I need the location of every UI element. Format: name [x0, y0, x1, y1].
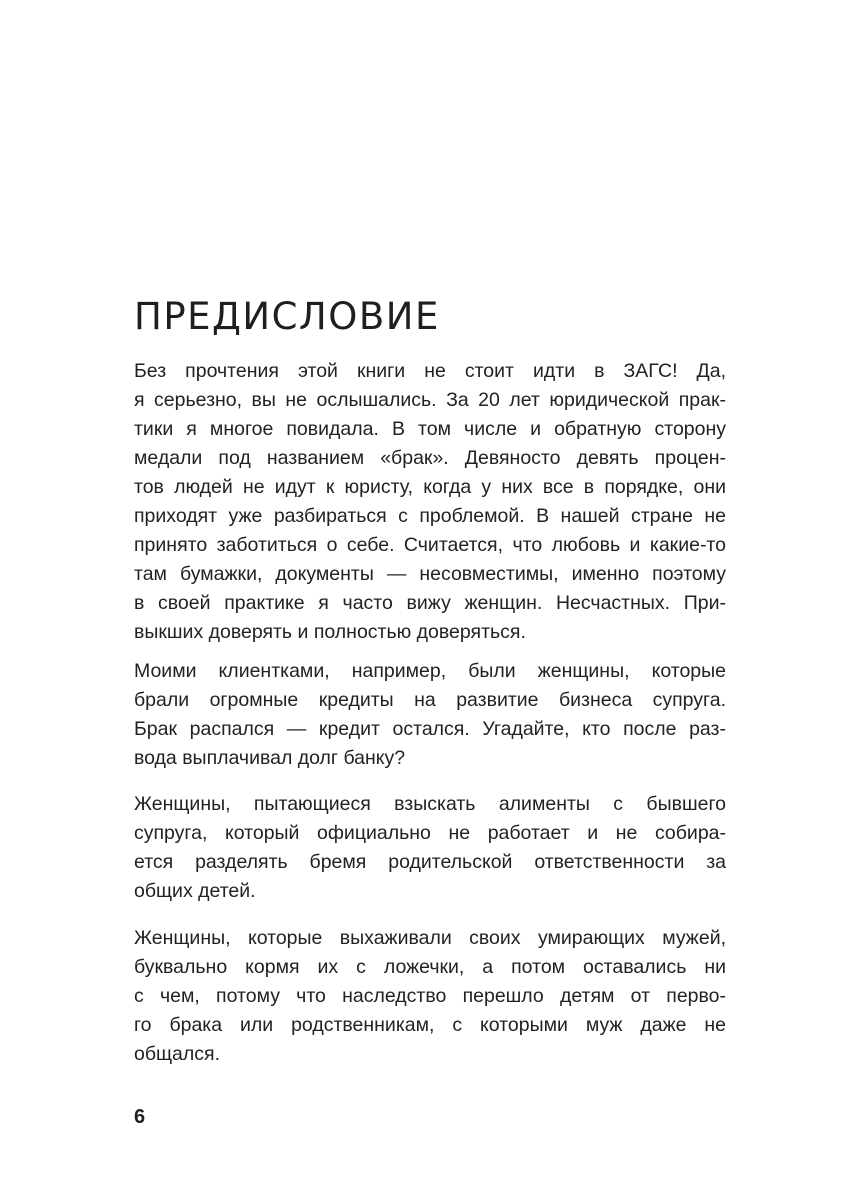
paragraph-4 — [134, 924, 726, 1069]
text-line: я серьезно, вы не ослышались. За 20 лет юридической прак- — [134, 389, 726, 411]
paragraph-1 — [134, 357, 726, 647]
text-line: Моими клиентками, например, были женщины, которые — [134, 660, 726, 682]
text-line: Брак распался — кредит остался. Угадайте, кто после раз- — [134, 718, 726, 740]
text-line: там бумажки, документы — несовместимы, именно поэтому — [134, 563, 726, 585]
text-line: с чем, потому что наследство перешло детям от перво- — [134, 985, 726, 1007]
text-line: принято заботиться о себе. Считается, что любовь и какие-то — [134, 534, 726, 556]
text-line: тики я многое повидала. В том числе и обратную сторону — [134, 418, 726, 440]
chapter-heading: ПРЕДИСЛОВИЕ — [134, 295, 440, 338]
text-line: тов людей не идут к юристу, когда у них все в порядке, они — [134, 476, 726, 498]
text-line: Без прочтения этой книги не стоит идти в ЗАГС! Да, — [134, 360, 726, 382]
text-line: общих детей. — [134, 880, 256, 902]
text-line: супруга, который официально не работает и не собира- — [134, 822, 726, 844]
text-line: брали огромные кредиты на развитие бизнеса супруга. — [134, 689, 726, 711]
text-line: выкших доверять и полностью доверяться. — [134, 621, 526, 643]
text-line: приходят уже разбираться с проблемой. В нашей стране не — [134, 505, 726, 527]
text-line: общался. — [134, 1043, 221, 1065]
page-number: 6 — [134, 1106, 146, 1128]
text-line: буквально кормя их с ложечки, а потом оставались ни — [134, 956, 726, 978]
paragraph-2 — [134, 657, 726, 773]
paragraph-3 — [134, 790, 726, 906]
text-line: Женщины, которые выхаживали своих умирающих мужей, — [134, 927, 726, 949]
text-line: го брака или родственникам, с которыми муж даже не — [134, 1014, 726, 1036]
text-line: ется разделять бремя родительской ответственности за — [134, 851, 726, 873]
text-line: вода выплачивал долг банку? — [134, 747, 406, 769]
text-line: медали под названием «брак». Девяносто девять процен- — [134, 447, 726, 469]
text-line: в своей практике я часто вижу женщин. Несчастных. При- — [134, 592, 726, 614]
text-line: Женщины, пытающиеся взыскать алименты с бывшего — [134, 793, 726, 815]
